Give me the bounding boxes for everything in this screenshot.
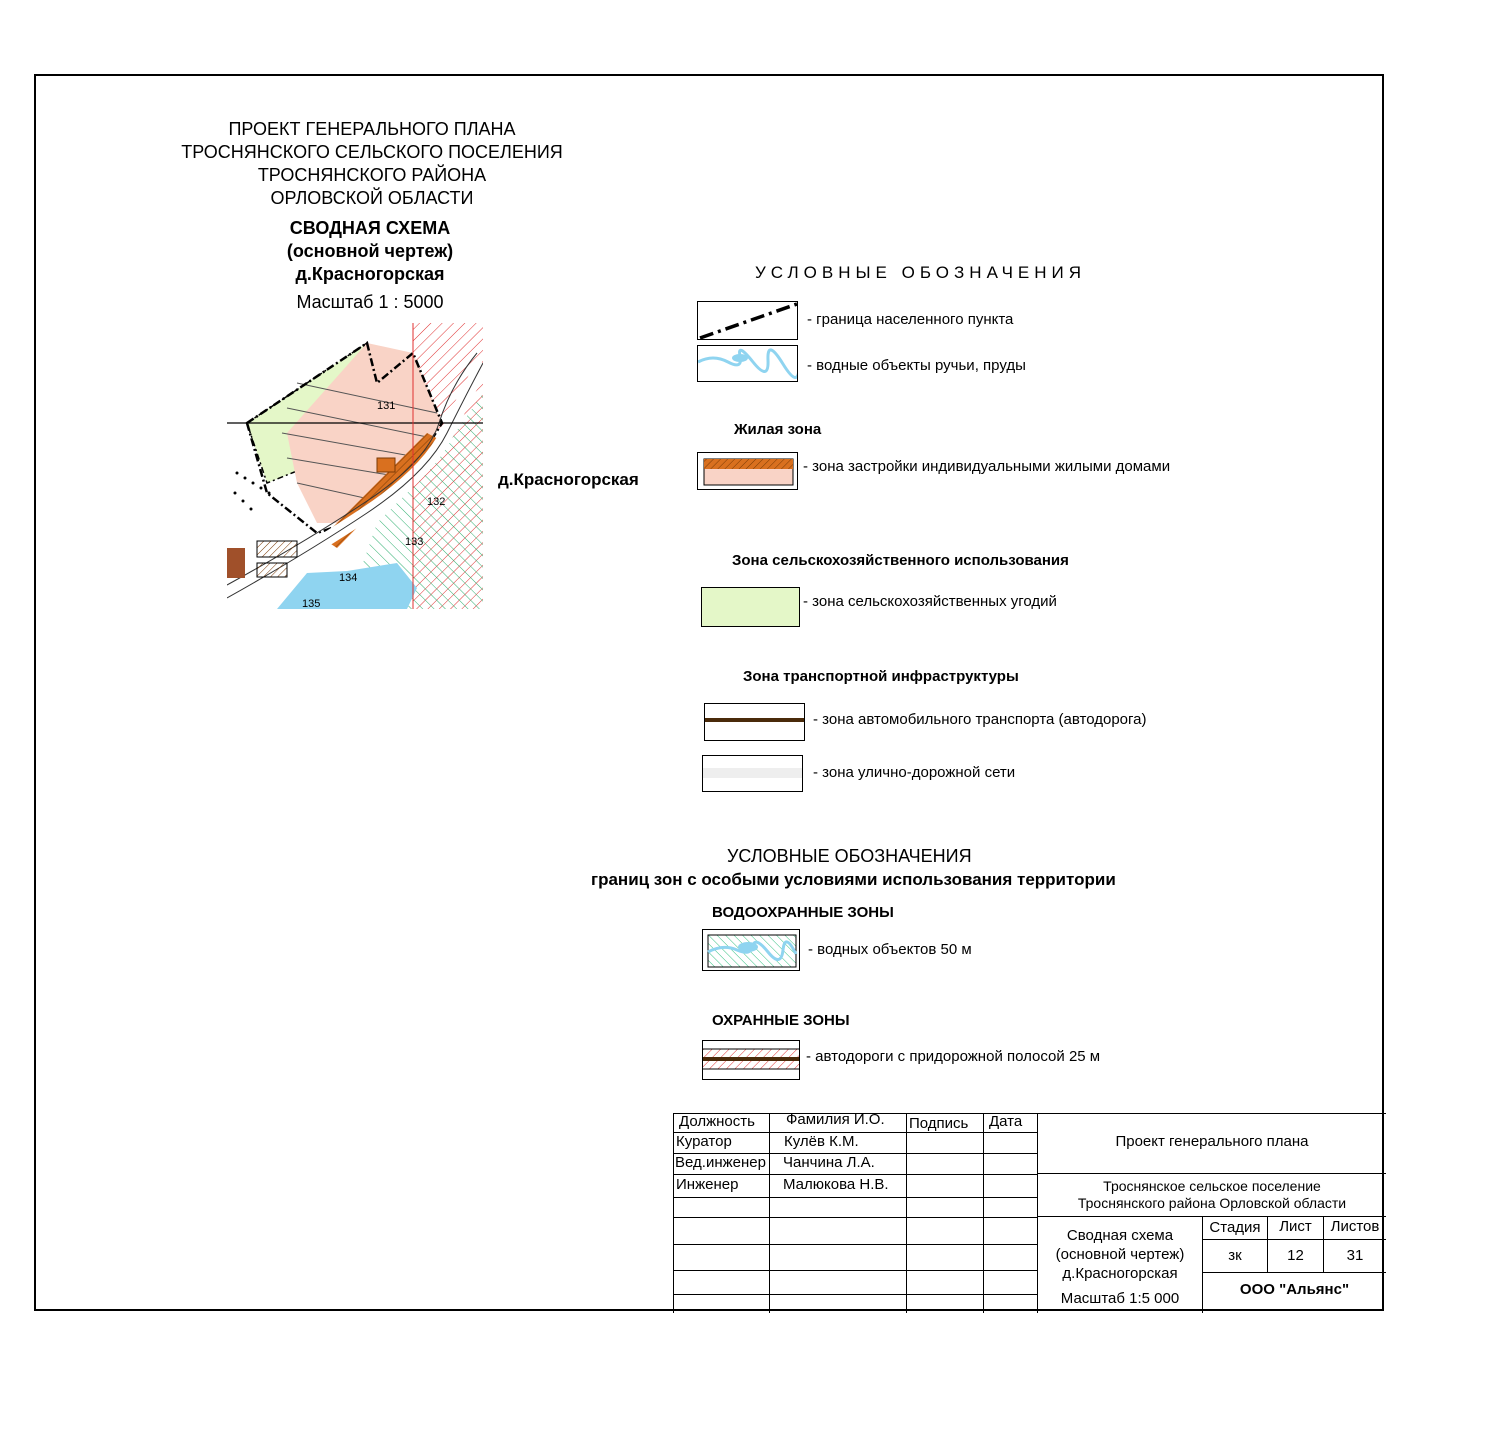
stamp-name: Малюкова Н.В. <box>783 1176 889 1193</box>
boundary-label: - граница населенного пункта <box>807 311 1014 328</box>
stamp-stage: зк <box>1228 1247 1242 1264</box>
transport-header: Зона транспортной инфраструктуры <box>743 668 1019 685</box>
stamp-sheets: 31 <box>1346 1247 1364 1264</box>
stamp-place-line1: Троснянское сельское поселение <box>1103 1178 1321 1194</box>
stamp-col-date: Дата <box>989 1113 1023 1130</box>
stamp-stage-header: Стадия <box>1209 1219 1261 1236</box>
map-village-label: д.Красногорская <box>498 470 639 489</box>
road-label: - зона автомобильного транспорта (автодорога) <box>813 711 1147 728</box>
stamp-col-sign: Подпись <box>909 1115 969 1132</box>
project-title-line4: ОРЛОВСКОЙ ОБЛАСТИ <box>270 188 474 208</box>
agri-symbol <box>701 587 800 627</box>
legend-title: УСЛОВНЫЕ ОБОЗНАЧЕНИЯ <box>755 263 1087 282</box>
plot-number: 134 <box>339 572 358 584</box>
agri-label: - зона сельскохозяйственных угодий <box>803 593 1057 610</box>
water-zone-label: - водных объектов 50 м <box>808 941 972 958</box>
residential-label: - зона застройки индивидуальными жилыми домами <box>803 458 1171 475</box>
scheme-village: д.Красногорская <box>295 264 445 284</box>
street-symbol <box>702 755 803 792</box>
stamp-place-line2: Троснянского района Орловской области <box>1077 1195 1347 1211</box>
title-block <box>673 1113 1386 1313</box>
stamp-role: Вед.инженер <box>675 1154 766 1171</box>
scheme-subtitle: (основной чертеж) <box>286 241 454 261</box>
street-label: - зона улично-дорожной сети <box>813 764 1016 781</box>
stamp-sheet-title-4: Масштаб 1:5 000 <box>1060 1290 1180 1307</box>
water-zones-header: ВОДООХРАННЫЕ ЗОНЫ <box>712 904 894 921</box>
plot-number: 135 <box>302 598 321 609</box>
road-symbol <box>704 703 805 741</box>
plot-number: 132 <box>427 496 446 508</box>
stamp-sheet-title-2: (основной чертеж) <box>1055 1246 1185 1263</box>
stamp-name: Кулёв К.М. <box>784 1133 859 1150</box>
stamp-sheets-header: Листов <box>1330 1218 1380 1235</box>
stamp-role: Куратор <box>676 1133 732 1150</box>
agri-header: Зона сельскохозяйственного использования <box>732 552 1069 569</box>
project-title-line3: ТРОСНЯНСКОГО РАЙОНА <box>257 165 487 185</box>
stamp-sheet-title-1: Сводная схема <box>1066 1227 1174 1244</box>
water-symbol <box>697 345 798 382</box>
project-title-line1: ПРОЕКТ ГЕНЕРАЛЬНОГО ПЛАНА <box>228 119 516 139</box>
residential-symbol <box>697 452 798 490</box>
plot-number: 133 <box>405 536 424 548</box>
stamp-sheet-header: Лист <box>1279 1218 1312 1235</box>
legend2-title: УСЛОВНЫЕ ОБОЗНАЧЕНИЯ <box>727 846 972 866</box>
stamp-name: Чанчина Л.А. <box>783 1154 875 1171</box>
stamp-sheet: 12 <box>1287 1247 1304 1264</box>
plot-number: 131 <box>377 400 396 412</box>
stamp-col-name: Фамилия И.О. <box>786 1111 885 1128</box>
protect-header: ОХРАННЫЕ ЗОНЫ <box>712 1012 850 1029</box>
project-title-line2: ТРОСНЯНСКОГО СЕЛЬСКОГО ПОСЕЛЕНИЯ <box>181 142 563 162</box>
legend2-subtitle: границ зон с особыми условиями использования территории <box>591 870 1116 889</box>
stamp-sheet-title-3: д.Красногорская <box>1062 1265 1178 1282</box>
stamp-col-role: Должность <box>679 1113 755 1130</box>
residential-header: Жилая зона <box>734 421 822 438</box>
water-label: - водные объекты ручьи, пруды <box>807 357 1026 374</box>
water-body <box>277 563 417 609</box>
boundary-symbol <box>697 301 798 340</box>
scheme-scale: Масштаб 1 : 5000 <box>296 292 444 312</box>
scheme-title: СВОДНАЯ СХЕМА <box>289 218 451 238</box>
stamp-role: Инженер <box>676 1176 739 1193</box>
village-map <box>227 323 483 609</box>
stamp-company: ООО "Альянс" <box>1239 1281 1350 1298</box>
stamp-project: Проект генерального плана <box>1115 1133 1309 1150</box>
road-protect-symbol <box>702 1040 800 1080</box>
road-protect-label: - автодороги с придорожной полосой 25 м <box>806 1048 1101 1065</box>
water-zone-symbol <box>702 929 800 971</box>
